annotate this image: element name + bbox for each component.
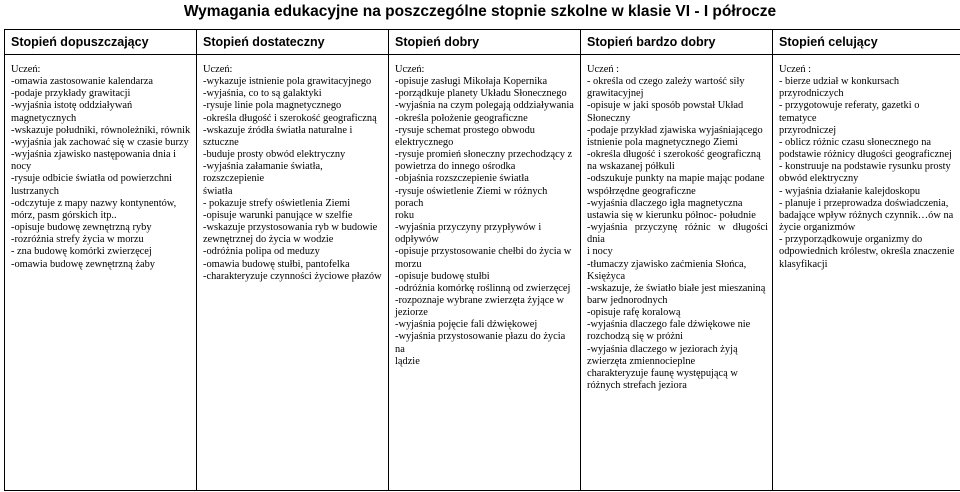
requirement-line: obwód elektryczny — [779, 173, 859, 185]
cell-dobry — [389, 55, 581, 491]
requirement-line: -wskazuje, że światło białe jest mieszaniną — [587, 282, 766, 294]
cell-intro: Uczeń: — [203, 64, 233, 75]
column-header-dobry: Stopień dobry — [389, 30, 581, 55]
cell-dostateczny — [197, 55, 389, 491]
requirement-line: -określa położenie geograficzne — [395, 112, 528, 124]
requirement-line: - przyporządkowuje organizmy do — [779, 234, 923, 246]
requirement-line: -rysuje schemat prostego obwodu — [395, 124, 535, 136]
requirement-line: -opisuje przystosowanie chełbi do życia w — [395, 246, 572, 258]
requirement-line: istnienie pola magnetycznego Ziemi — [587, 136, 738, 148]
content-row — [5, 55, 960, 491]
requirement-line: -wyjaśnia, co to są galaktyki — [203, 88, 322, 100]
requirement-line: -omawia zastosowanie kalendarza — [11, 76, 153, 88]
requirement-line: -wyjaśnia istotę oddziaływań — [11, 100, 133, 112]
requirement-line: podstawie różnicy długości geograficznej — [779, 149, 952, 161]
requirement-line: odpływów — [395, 234, 439, 246]
requirement-line: klasyfikacji — [779, 258, 828, 270]
requirement-line: sztuczne — [203, 136, 239, 148]
requirement-line: na wskazanej półkuli — [587, 161, 675, 173]
cell-dopuszczajacy — [5, 55, 197, 491]
cell-intro: Uczeń: — [395, 64, 425, 75]
requirement-line: -wyjaśnia załamanie światła, rozszczepienie — [203, 161, 323, 185]
requirement-line: -opisuje rafę koralową — [587, 307, 681, 319]
requirement-line: powietrza do innego ośrodka — [395, 161, 516, 173]
document-title: Wymagania edukacyjne na poszczególne stopnie szkolne w klasie VI - I półrocze — [183, 3, 777, 20]
requirement-line: -opisuje w jaki sposób powstał Układ — [587, 100, 744, 112]
requirement-line: odpowiednich królestw, określa znaczenie — [779, 246, 955, 258]
requirement-line: -omawia budowę stułbi, pantofelka — [203, 258, 350, 270]
requirement-line: przyrodniczych — [779, 88, 844, 100]
requirement-line: -omawia budowę zewnętrzną żaby — [11, 258, 155, 270]
requirement-line: -wyjaśnia na czym polegają oddziaływania — [395, 100, 574, 112]
requirement-line: - określa od czego zależy wartość siły — [587, 76, 745, 88]
column-header-bardzo-dobry: Stopień bardzo dobry — [581, 30, 773, 55]
cell-celujacy — [773, 55, 960, 491]
requirement-line: -wyjaśnia przyczyny przypływów i — [395, 222, 542, 234]
requirements-table — [4, 29, 960, 491]
requirement-line: -wyjaśnia dlaczego igła magnetyczna — [587, 197, 743, 209]
column-header-dostateczny: Stopień dostateczny — [197, 30, 389, 55]
requirement-line: Księżyca — [587, 270, 626, 282]
requirement-line: - oblicz różnic czasu słonecznego na — [779, 136, 932, 148]
requirement-line: -odróżnia polipa od meduzy — [203, 246, 320, 258]
requirement-line: życie organizmów — [779, 222, 856, 234]
requirement-line: - pokazuje strefy oświetlenia Ziemi — [203, 197, 351, 209]
requirement-line: przyrodniczej — [779, 124, 837, 136]
cell-intro: Uczeń: — [11, 64, 41, 75]
requirement-line: -wyjaśnia dlaczego fale dźwiękowe nie — [587, 319, 751, 331]
requirement-line: zwierzęta zmiennocieplne — [587, 355, 696, 367]
requirement-line: - bierze udział w konkursach — [779, 76, 900, 88]
requirement-line: elektrycznego — [395, 136, 454, 148]
cell-intro: Uczeń : — [587, 64, 620, 75]
requirement-line: jeziorze — [395, 307, 428, 319]
requirement-line: -charakteryzuje czynności życiowe płazów — [203, 270, 382, 282]
requirement-line: -rozróżnia strefy życia w morzu — [11, 234, 144, 246]
requirement-line: lustrzanych — [11, 185, 59, 197]
requirement-line: - wyjaśnia działanie kalejdoskopu — [779, 185, 921, 197]
requirement-line: zewnętrznej do życia w wodzie — [203, 234, 334, 246]
requirement-line: - zna budowę komórki zwierzęcej — [11, 246, 152, 258]
requirement-line: światła — [203, 185, 233, 197]
requirement-line: -tłumaczy zjawisko zaćmienia Słońca, — [587, 258, 747, 270]
requirement-line: badające wpływ różnych czynnik…ów na — [779, 209, 954, 221]
requirement-line: charakteryzuje faunę występującą w — [587, 367, 738, 379]
requirement-line: Słoneczny — [587, 112, 631, 124]
column-header-celujacy: Stopień celujący — [773, 30, 960, 55]
cell-intro: Uczeń : — [779, 64, 812, 75]
requirement-line: -wyjaśnia przyczynę różnic w długości dnia — [587, 222, 768, 246]
requirement-line: -objaśnia rozszczepienie światła — [395, 173, 529, 185]
requirement-line: -wyjaśnia jak zachować się w czasie burzy — [11, 136, 189, 148]
requirement-line: -odczytuje z mapy nazwy kontynentów, — [11, 197, 177, 209]
requirement-line: -wskazuje przystosowania ryb w budowie — [203, 222, 378, 234]
requirement-line: barw jednorodnych — [587, 294, 668, 306]
requirement-line: -rysuje promień słoneczny przechodzący z — [395, 149, 573, 161]
requirement-line: -wykazuje istnienie pola grawitacyjnego — [203, 76, 372, 88]
requirement-line: mórz, pasm górskich itp.. — [11, 209, 117, 221]
header-row — [5, 30, 960, 55]
requirement-line: magnetycznych — [11, 112, 77, 124]
requirement-line: -opisuje warunki panujące w szelfie — [203, 209, 353, 221]
requirement-line: nocy — [11, 161, 32, 173]
requirement-line: współrzędne geograficzne — [587, 185, 696, 197]
requirement-line: roku — [395, 209, 415, 221]
column-header-dopuszczajacy: Stopień dopuszczający — [5, 30, 197, 55]
requirement-line: ustawia się w kierunku północ- południe — [587, 209, 756, 221]
requirement-line: - planuje i przeprowadza doświadczenia, — [779, 197, 949, 209]
requirement-line: różnych strefach jeziora — [587, 380, 687, 392]
requirement-line: rozchodzą się w próżni — [587, 331, 684, 343]
requirement-line: -rysuje linie pola magnetycznego — [203, 100, 342, 112]
requirement-line: grawitacyjnej — [587, 88, 644, 100]
requirement-line: i nocy — [587, 246, 613, 258]
requirement-line: -wyjaśnia dlaczego w jeziorach żyją — [587, 343, 738, 355]
requirement-line: -wyjaśnia zjawisko następowania dnia i — [11, 149, 177, 161]
requirement-line: morzu — [395, 258, 422, 270]
requirement-line: -rysuje oświetlenie Ziemi w różnych porach — [395, 185, 548, 209]
requirement-line: - konstruuje na podstawie rysunku prosty — [779, 161, 951, 173]
requirement-line: -opisuje budowę zewnętrzną ryby — [11, 222, 152, 234]
requirement-line: -określa długość i szerokość geograficzną — [203, 112, 377, 124]
requirement-line: -wyjaśnia pojęcie fali dźwiękowej — [395, 319, 538, 331]
requirement-line: -wyjaśnia przystosowanie płazu do życia na — [395, 331, 566, 355]
requirement-line: -podaje przykład zjawiska wyjaśniającego — [587, 124, 763, 136]
requirement-line: -wskazuje południki, równoleżniki, równik — [11, 124, 191, 136]
requirement-line: -rozpoznaje wybrane zwierzęta żyjące w — [395, 294, 565, 306]
requirement-line: -buduje prosty obwód elektryczny — [203, 149, 346, 161]
requirement-line: -wskazuje źródła światła naturalne i — [203, 124, 353, 136]
requirement-line: - przygotowuje referaty, gazetki o tematyce — [779, 100, 920, 124]
requirement-line: -opisuje zasługi Mikołaja Kopernika — [395, 76, 548, 88]
requirement-line: -opisuje budowę stułbi — [395, 270, 490, 282]
requirement-line: -porządkuje planety Układu Słonecznego — [395, 88, 567, 100]
requirement-line: -określa długość i szerokość geograficzną — [587, 149, 761, 161]
requirement-line: -odróżnia komórkę roślinną od zwierzęcej — [395, 282, 571, 294]
requirement-line: lądzie — [395, 355, 420, 367]
requirement-line: -odszukuje punkty na mapie mając podane — [587, 173, 765, 185]
cell-bardzo-dobry — [581, 55, 773, 491]
requirement-line: -podaje przykłady grawitacji — [11, 88, 131, 100]
requirement-line: -rysuje odbicie światła od powierzchni — [11, 173, 173, 185]
